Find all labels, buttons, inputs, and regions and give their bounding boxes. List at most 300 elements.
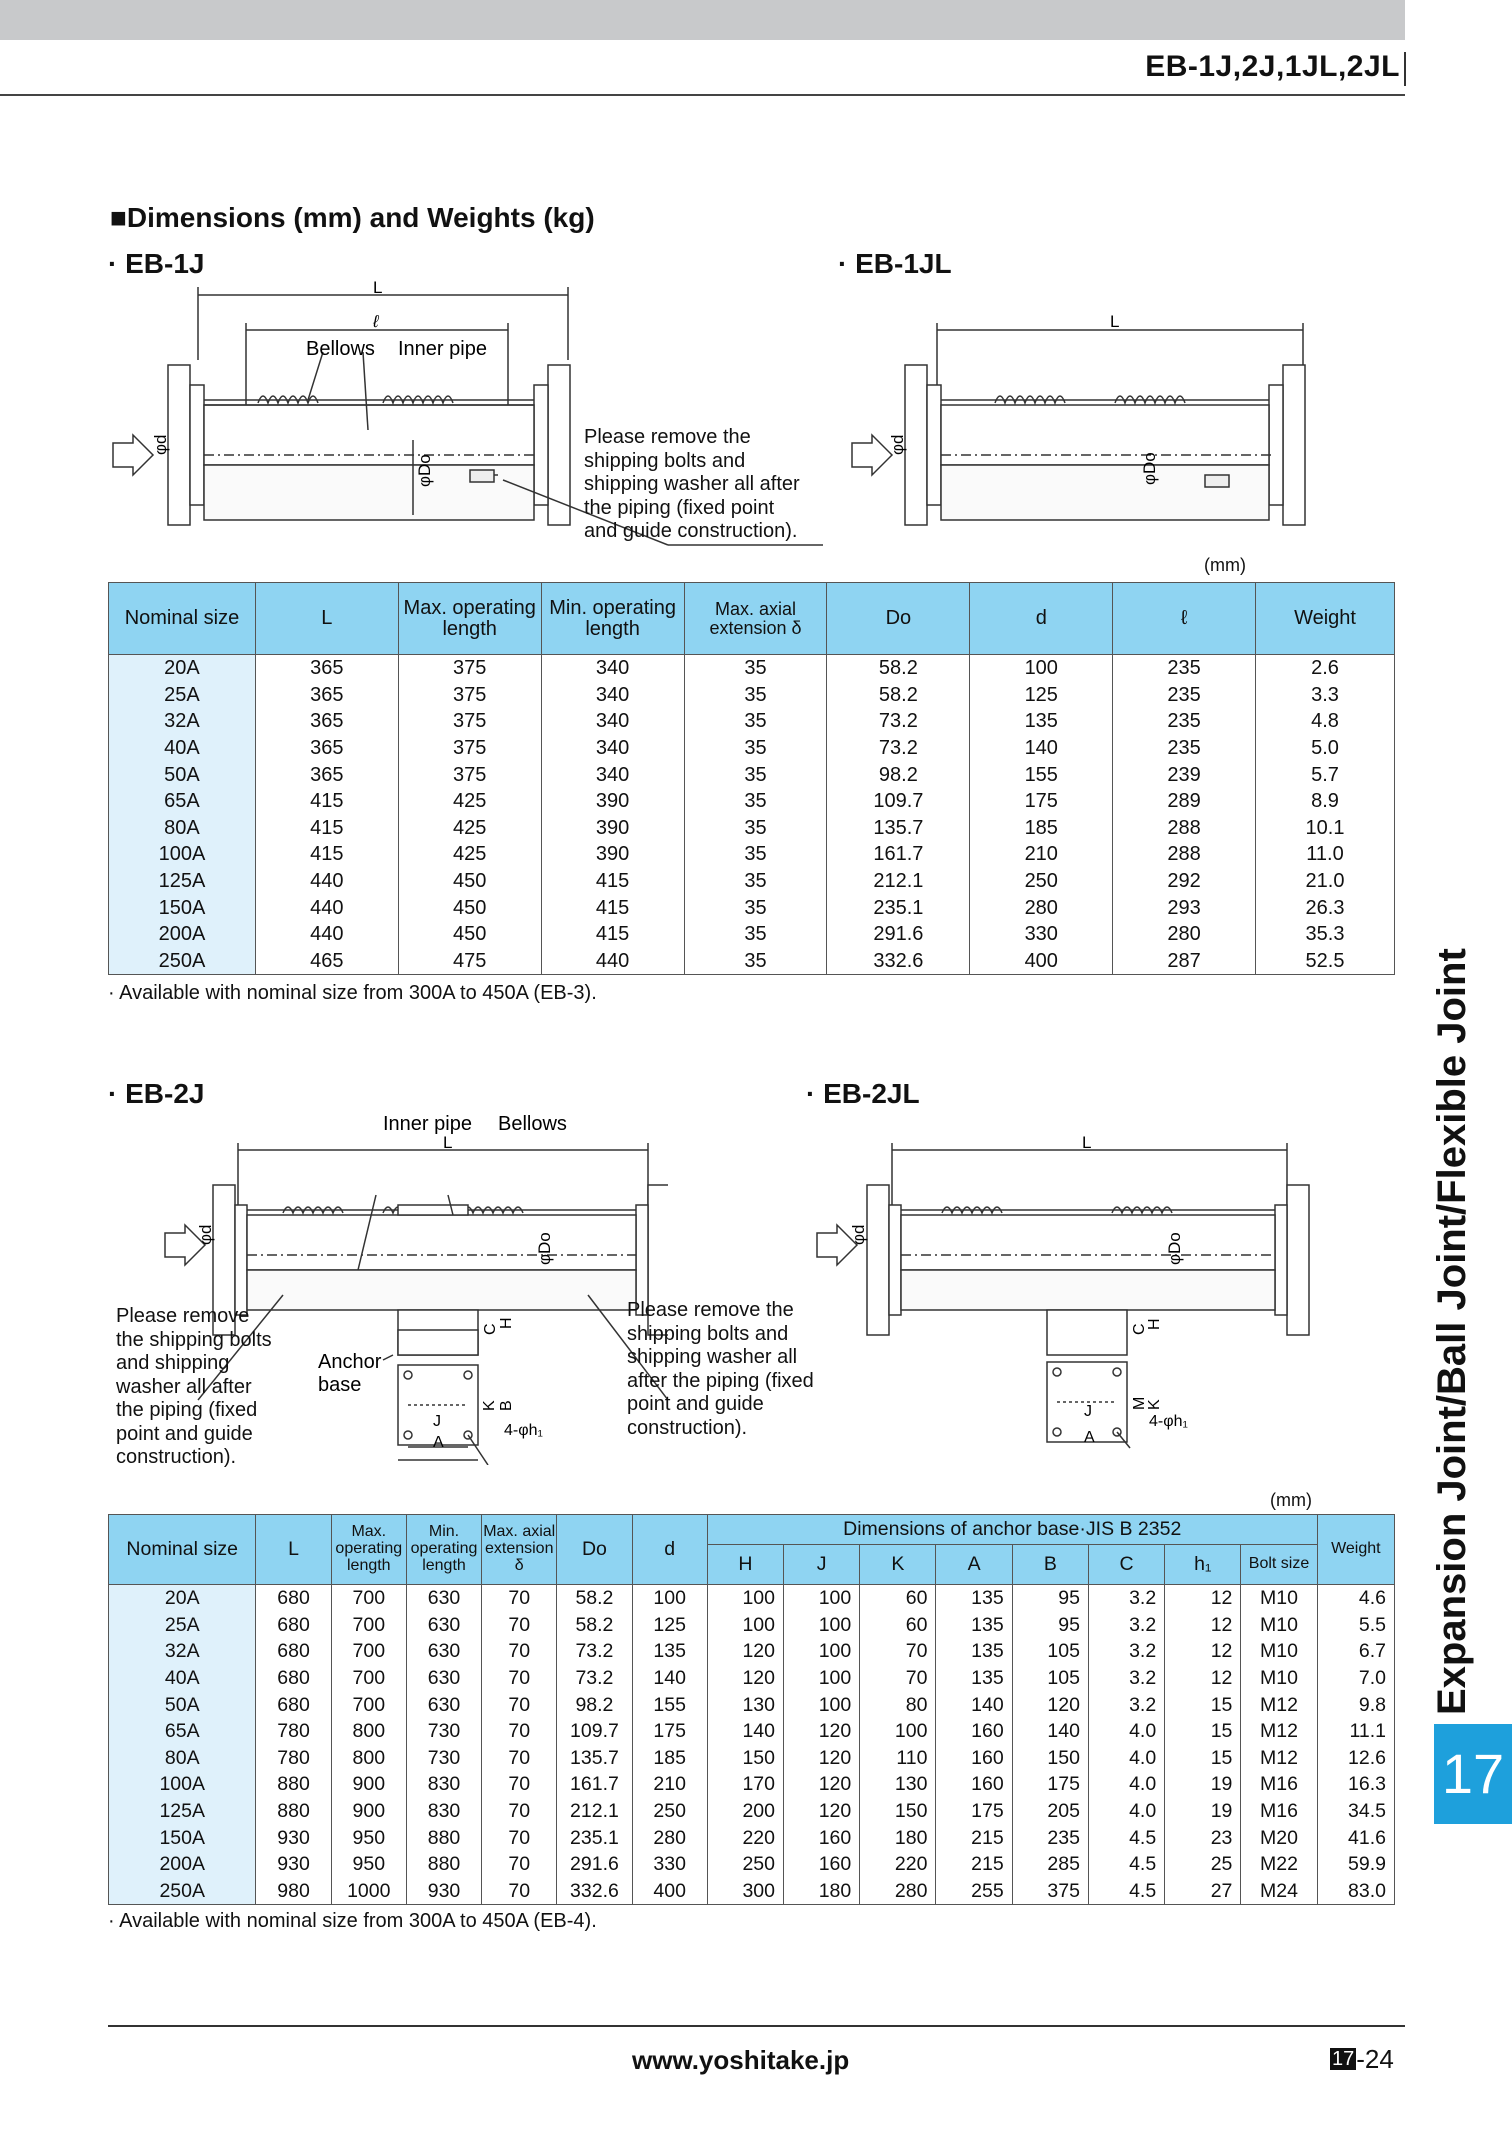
table-cell: 150 [1012, 1745, 1088, 1772]
label-phi-do: φDo [1165, 1232, 1184, 1265]
col-header: Nominal size [109, 583, 256, 655]
table-cell: 70 [860, 1665, 936, 1692]
table-cell: 212.1 [827, 868, 970, 895]
label-J: J [1084, 1403, 1092, 1420]
table-cell: 235 [1012, 1824, 1088, 1851]
table-cell: 365 [255, 682, 398, 709]
table-cell: 140 [632, 1665, 707, 1692]
table-cell: 26.3 [1256, 894, 1395, 921]
col-header: Do [827, 583, 970, 655]
nominal-size-cell: 200A [109, 921, 256, 948]
table-cell: 155 [970, 761, 1113, 788]
table-cell: 105 [1012, 1638, 1088, 1665]
sub-header: C [1088, 1545, 1164, 1585]
table-cell: 950 [331, 1851, 406, 1878]
table-cell: 70 [482, 1798, 557, 1825]
eb-2j-note-left: Please remove the shipping bolts and shipping washer all after the piping (fixed point and guide construction). [116, 1305, 272, 1468]
table-cell: 365 [255, 708, 398, 735]
table-cell: 235 [1113, 655, 1256, 682]
table-cell: 160 [936, 1745, 1012, 1772]
table-cell: 52.5 [1256, 948, 1395, 975]
table-cell: 150 [860, 1798, 936, 1825]
table-cell: 58.2 [557, 1612, 632, 1639]
page-number: 17-24 [1332, 2044, 1394, 2074]
table-cell: 100 [784, 1612, 860, 1639]
table-cell: 4.0 [1088, 1718, 1164, 1745]
table-cell: 11.0 [1256, 841, 1395, 868]
table-cell: 35 [684, 841, 827, 868]
table-cell: 35 [684, 868, 827, 895]
label-base: base [318, 1374, 362, 1396]
nominal-size-cell: 150A [109, 1824, 256, 1851]
table-cell: M12 [1241, 1691, 1317, 1718]
col-header: Weight [1256, 583, 1395, 655]
table-cell: 780 [256, 1718, 331, 1745]
table-cell: 100 [707, 1612, 783, 1639]
table-cell: 135.7 [557, 1745, 632, 1772]
table-cell: 120 [784, 1745, 860, 1772]
table-cell: 700 [331, 1691, 406, 1718]
table-cell: 161.7 [557, 1771, 632, 1798]
table-cell: 830 [406, 1798, 481, 1825]
table-cell: 235.1 [827, 894, 970, 921]
table-cell: 125 [970, 682, 1113, 709]
table-cell: 70 [482, 1745, 557, 1772]
table-cell: 440 [255, 894, 398, 921]
label-K: K [1146, 1399, 1163, 1410]
label-H: H [498, 1317, 515, 1329]
table-cell: 60 [860, 1585, 936, 1612]
table-cell: 135 [936, 1665, 1012, 1692]
label-K: K [481, 1400, 498, 1411]
table-cell: 70 [482, 1878, 557, 1905]
nominal-size-cell: 25A [109, 682, 256, 709]
table-cell: 930 [256, 1851, 331, 1878]
table-cell: 425 [398, 788, 541, 815]
sub-header: K [860, 1545, 936, 1585]
table-cell: 4.0 [1088, 1771, 1164, 1798]
table-cell: 415 [541, 894, 684, 921]
nominal-size-cell: 100A [109, 841, 256, 868]
chapter-tab[interactable]: 17 [1434, 1724, 1512, 1824]
table-cell: 150 [707, 1745, 783, 1772]
table-cell: 680 [256, 1665, 331, 1692]
table-cell: 12 [1165, 1612, 1241, 1639]
table-row [109, 868, 1395, 895]
table-cell: 100 [632, 1585, 707, 1612]
table-cell: 35.3 [1256, 921, 1395, 948]
col-header: Min. operating length [541, 583, 684, 655]
table-cell: 212.1 [557, 1798, 632, 1825]
table-cell: 70 [482, 1691, 557, 1718]
table-cell: 135 [936, 1585, 1012, 1612]
table-cell: 880 [406, 1824, 481, 1851]
table-cell: 375 [1012, 1878, 1088, 1905]
table-cell: 80 [860, 1691, 936, 1718]
label-H: H [1146, 1318, 1163, 1330]
table-cell: 3.2 [1088, 1691, 1164, 1718]
nominal-size-cell: 25A [109, 1612, 256, 1639]
table-cell: 365 [255, 655, 398, 682]
nominal-size-cell: 100A [109, 1771, 256, 1798]
table-row [109, 1851, 1395, 1878]
table-cell: 120 [784, 1718, 860, 1745]
table-cell: 35 [684, 948, 827, 975]
nominal-size-cell: 200A [109, 1851, 256, 1878]
table-cell: 415 [541, 868, 684, 895]
label-bellows: Bellows [498, 1113, 567, 1135]
table-cell: 415 [541, 921, 684, 948]
label-holes: 4-φh₁ [1149, 1413, 1188, 1430]
table-cell: 98.2 [557, 1691, 632, 1718]
table-cell: 140 [936, 1691, 1012, 1718]
label-anchor: Anchor [318, 1351, 382, 1373]
table-cell: 4.0 [1088, 1798, 1164, 1825]
table-cell: 280 [1113, 921, 1256, 948]
table-cell: 160 [936, 1771, 1012, 1798]
table-cell: 440 [541, 948, 684, 975]
top-gray-bar [0, 0, 1405, 40]
nominal-size-cell: 125A [109, 868, 256, 895]
table-cell: 332.6 [827, 948, 970, 975]
table-cell: M16 [1241, 1771, 1317, 1798]
table-cell: 83.0 [1317, 1878, 1394, 1905]
table-cell: 15 [1165, 1718, 1241, 1745]
table-cell: 60 [860, 1612, 936, 1639]
table-cell: 365 [255, 761, 398, 788]
table-cell: 27 [1165, 1878, 1241, 1905]
table-cell: 291.6 [827, 921, 970, 948]
label-l: ℓ [373, 312, 379, 331]
table-cell: 630 [406, 1665, 481, 1692]
table-cell: 440 [255, 921, 398, 948]
table-cell: 2.6 [1256, 655, 1395, 682]
table-cell: 980 [256, 1878, 331, 1905]
table-cell: 425 [398, 841, 541, 868]
table-cell: 12.6 [1317, 1745, 1394, 1772]
table-cell: 900 [331, 1798, 406, 1825]
anchor-base-group-header: Dimensions of anchor base·JIS B 2352 [707, 1515, 1317, 1545]
table-cell: 450 [398, 868, 541, 895]
table-row [109, 788, 1395, 815]
table-cell: M22 [1241, 1851, 1317, 1878]
table-cell: 340 [541, 735, 684, 762]
label-phi-d: φd [196, 1224, 215, 1245]
col-header: Max. operating length [398, 583, 541, 655]
table-cell: 289 [1113, 788, 1256, 815]
eb2-footnote: · Available with nominal size from 300A to 450A (EB-4). [108, 1910, 597, 1932]
section-title: ■Dimensions (mm) and Weights (kg) [110, 202, 595, 233]
table-cell: 700 [331, 1612, 406, 1639]
table-cell: 291.6 [557, 1851, 632, 1878]
label-C: C [1131, 1323, 1148, 1335]
table-cell: 59.9 [1317, 1851, 1394, 1878]
table-cell: 185 [970, 815, 1113, 842]
table-cell: 415 [255, 788, 398, 815]
col-header: d [970, 583, 1113, 655]
table-cell: 215 [936, 1851, 1012, 1878]
table-cell: 110 [860, 1745, 936, 1772]
table-row [109, 1824, 1395, 1851]
nominal-size-cell: 125A [109, 1798, 256, 1825]
nominal-size-cell: 40A [109, 735, 256, 762]
table-cell: 239 [1113, 761, 1256, 788]
footer-rule [108, 2025, 1405, 2027]
col-header: Weight [1317, 1515, 1394, 1585]
table-cell: 4.0 [1088, 1745, 1164, 1772]
label-A: A [1084, 1429, 1095, 1446]
table-cell: 287 [1113, 948, 1256, 975]
table-cell: 292 [1113, 868, 1256, 895]
label-A: A [433, 1434, 444, 1451]
table-header-row [109, 583, 1395, 655]
table-cell: 3.2 [1088, 1665, 1164, 1692]
table-cell: 680 [256, 1638, 331, 1665]
table-row [109, 841, 1395, 868]
table-cell: 135 [970, 708, 1113, 735]
table-row [109, 894, 1395, 921]
label-bellows: Bellows [306, 338, 375, 360]
table-cell: 780 [256, 1745, 331, 1772]
table-row [109, 682, 1395, 709]
col-header: Do [557, 1515, 632, 1585]
table-cell: 100 [784, 1691, 860, 1718]
table-cell: 140 [707, 1718, 783, 1745]
table-cell: 70 [482, 1612, 557, 1639]
table-cell: 73.2 [827, 735, 970, 762]
table-cell: 135 [936, 1612, 1012, 1639]
sub-header: Bolt size [1241, 1545, 1317, 1585]
table-row [109, 1612, 1395, 1639]
table-cell: 35 [684, 708, 827, 735]
table-cell: 19 [1165, 1771, 1241, 1798]
table-cell: 332.6 [557, 1878, 632, 1905]
sub-header: B [1012, 1545, 1088, 1585]
series-header: EB-1J,2J,1JL,2JL [1145, 50, 1400, 83]
table-cell: 210 [632, 1771, 707, 1798]
table-cell: 205 [1012, 1798, 1088, 1825]
table-cell: 10.1 [1256, 815, 1395, 842]
table-cell: 95 [1012, 1585, 1088, 1612]
table-cell: 280 [632, 1824, 707, 1851]
table-cell: 120 [784, 1771, 860, 1798]
table-cell: 250 [632, 1798, 707, 1825]
table-cell: 15 [1165, 1745, 1241, 1772]
table-cell: 95 [1012, 1612, 1088, 1639]
col-header: Max. operating length [331, 1515, 406, 1585]
table-cell: 160 [936, 1718, 1012, 1745]
table-cell: 73.2 [827, 708, 970, 735]
table-cell: 175 [632, 1718, 707, 1745]
table-cell: 880 [406, 1851, 481, 1878]
table-cell: 800 [331, 1745, 406, 1772]
table-cell: 35 [684, 761, 827, 788]
table-cell: 255 [936, 1878, 1012, 1905]
footer-url[interactable]: www.yoshitake.jp [632, 2045, 850, 2075]
table-cell: 180 [784, 1878, 860, 1905]
table-cell: 100 [784, 1585, 860, 1612]
table-cell: 120 [707, 1638, 783, 1665]
table-cell: 415 [255, 815, 398, 842]
table-cell: 4.5 [1088, 1824, 1164, 1851]
label-B: B [498, 1400, 515, 1411]
table-row [109, 1718, 1395, 1745]
eb-1j-title: · EB-1J [108, 248, 205, 279]
table-row [109, 735, 1395, 762]
table-cell: 161.7 [827, 841, 970, 868]
table-cell: 73.2 [557, 1638, 632, 1665]
table-cell: 235 [1113, 735, 1256, 762]
table-cell: 180 [860, 1824, 936, 1851]
table-cell: 70 [482, 1718, 557, 1745]
table-cell: 465 [255, 948, 398, 975]
nominal-size-cell: 250A [109, 1878, 256, 1905]
label-inner-pipe: Inner pipe [398, 338, 487, 360]
side-tab-text: Expansion Joint/Ball Joint/Flexible Joint [1430, 948, 1474, 1715]
table-cell: 375 [398, 682, 541, 709]
nominal-size-cell: 32A [109, 708, 256, 735]
eb-1j-note: Please remove the shipping bolts and shipping washer all after the piping (fixed point and guide construction). [584, 426, 800, 542]
table-cell: 288 [1113, 815, 1256, 842]
table-cell: 3.2 [1088, 1585, 1164, 1612]
nominal-size-cell: 150A [109, 894, 256, 921]
table-cell: 280 [970, 894, 1113, 921]
table-row [109, 1638, 1395, 1665]
table-cell: 880 [256, 1771, 331, 1798]
label-C: C [482, 1323, 499, 1335]
table-cell: 7.0 [1317, 1665, 1394, 1692]
nominal-size-cell: 50A [109, 1691, 256, 1718]
table-cell: M10 [1241, 1665, 1317, 1692]
table-cell: 3.2 [1088, 1638, 1164, 1665]
table-cell: 300 [707, 1878, 783, 1905]
label-L: L [1082, 1133, 1092, 1152]
nominal-size-cell: 50A [109, 761, 256, 788]
table-cell: 475 [398, 948, 541, 975]
table-cell: 3.2 [1088, 1612, 1164, 1639]
table-row [109, 1798, 1395, 1825]
nominal-size-cell: 65A [109, 788, 256, 815]
table-row [109, 1691, 1395, 1718]
table-cell: 175 [936, 1798, 1012, 1825]
header-divider [1404, 52, 1406, 86]
table1-unit: (mm) [1204, 555, 1246, 575]
table-cell: 425 [398, 815, 541, 842]
table-cell: 293 [1113, 894, 1256, 921]
table-cell: 170 [707, 1771, 783, 1798]
table-cell: 23 [1165, 1824, 1241, 1851]
table-cell: 5.5 [1317, 1612, 1394, 1639]
table-cell: 35 [684, 894, 827, 921]
table-cell: 700 [331, 1585, 406, 1612]
table2-unit: (mm) [1270, 1490, 1312, 1510]
col-header: L [255, 583, 398, 655]
table-cell: 210 [970, 841, 1113, 868]
nominal-size-cell: 20A [109, 655, 256, 682]
sub-header: J [784, 1545, 860, 1585]
table-cell: 100 [707, 1585, 783, 1612]
table-cell: 830 [406, 1771, 481, 1798]
label-holes: 4-φh₁ [504, 1422, 543, 1439]
table-cell: 35 [684, 735, 827, 762]
table-cell: 175 [1012, 1771, 1088, 1798]
label-phi-d: φd [888, 434, 907, 455]
table-cell: 630 [406, 1691, 481, 1718]
nominal-size-cell: 80A [109, 1745, 256, 1772]
table-cell: 700 [331, 1638, 406, 1665]
table-cell: 375 [398, 655, 541, 682]
table-cell: 120 [1012, 1691, 1088, 1718]
eb-2jl-title: · EB-2JL [806, 1078, 920, 1109]
col-header: Nominal size [109, 1515, 256, 1585]
table-cell: 98.2 [827, 761, 970, 788]
table-cell: 70 [482, 1638, 557, 1665]
table-cell: 105 [1012, 1665, 1088, 1692]
table-cell: 730 [406, 1745, 481, 1772]
table-cell: 680 [256, 1612, 331, 1639]
table-cell: 4.5 [1088, 1851, 1164, 1878]
table-cell: 340 [541, 761, 684, 788]
sub-header: H [707, 1545, 783, 1585]
table-cell: 120 [707, 1665, 783, 1692]
label-J: J [433, 1413, 441, 1430]
table-cell: 19 [1165, 1798, 1241, 1825]
table-cell: 35 [684, 655, 827, 682]
col-header: Min. operating length [406, 1515, 481, 1585]
table-cell: 35 [684, 921, 827, 948]
table-cell: 235 [1113, 708, 1256, 735]
table-cell: 100 [784, 1638, 860, 1665]
table-row [109, 1745, 1395, 1772]
table-cell: 175 [970, 788, 1113, 815]
table-cell: M10 [1241, 1612, 1317, 1639]
table-cell: 15 [1165, 1691, 1241, 1718]
nominal-size-cell: 20A [109, 1585, 256, 1612]
table-cell: 250 [970, 868, 1113, 895]
table-cell: 12 [1165, 1638, 1241, 1665]
table-cell: M16 [1241, 1798, 1317, 1825]
table-cell: 70 [482, 1851, 557, 1878]
label-phi-d: φd [849, 1224, 868, 1245]
col-header: L [256, 1515, 331, 1585]
table-cell: 400 [632, 1878, 707, 1905]
table-row [109, 1771, 1395, 1798]
table-cell: 288 [1113, 841, 1256, 868]
sub-header: A [936, 1545, 1012, 1585]
table-cell: 200 [707, 1798, 783, 1825]
table-cell: 375 [398, 735, 541, 762]
table-cell: 16.3 [1317, 1771, 1394, 1798]
eb-2j-note-right: Please remove the shipping bolts and shipping washer all after the piping (fixed point and guide construction). [627, 1299, 814, 1439]
table-cell: 730 [406, 1718, 481, 1745]
table-cell: 135 [632, 1638, 707, 1665]
table-cell: 140 [1012, 1718, 1088, 1745]
table-cell: 220 [860, 1851, 936, 1878]
table-cell: 160 [784, 1851, 860, 1878]
table-cell: 285 [1012, 1851, 1088, 1878]
table-cell: 34.5 [1317, 1798, 1394, 1825]
table-cell: 630 [406, 1585, 481, 1612]
table-cell: 109.7 [557, 1718, 632, 1745]
table-cell: 120 [784, 1798, 860, 1825]
nominal-size-cell: 40A [109, 1665, 256, 1692]
table-cell: 21.0 [1256, 868, 1395, 895]
nominal-size-cell: 250A [109, 948, 256, 975]
table-cell: 450 [398, 921, 541, 948]
table-cell: 215 [936, 1824, 1012, 1851]
table-cell: 8.9 [1256, 788, 1395, 815]
table-cell: 70 [482, 1665, 557, 1692]
